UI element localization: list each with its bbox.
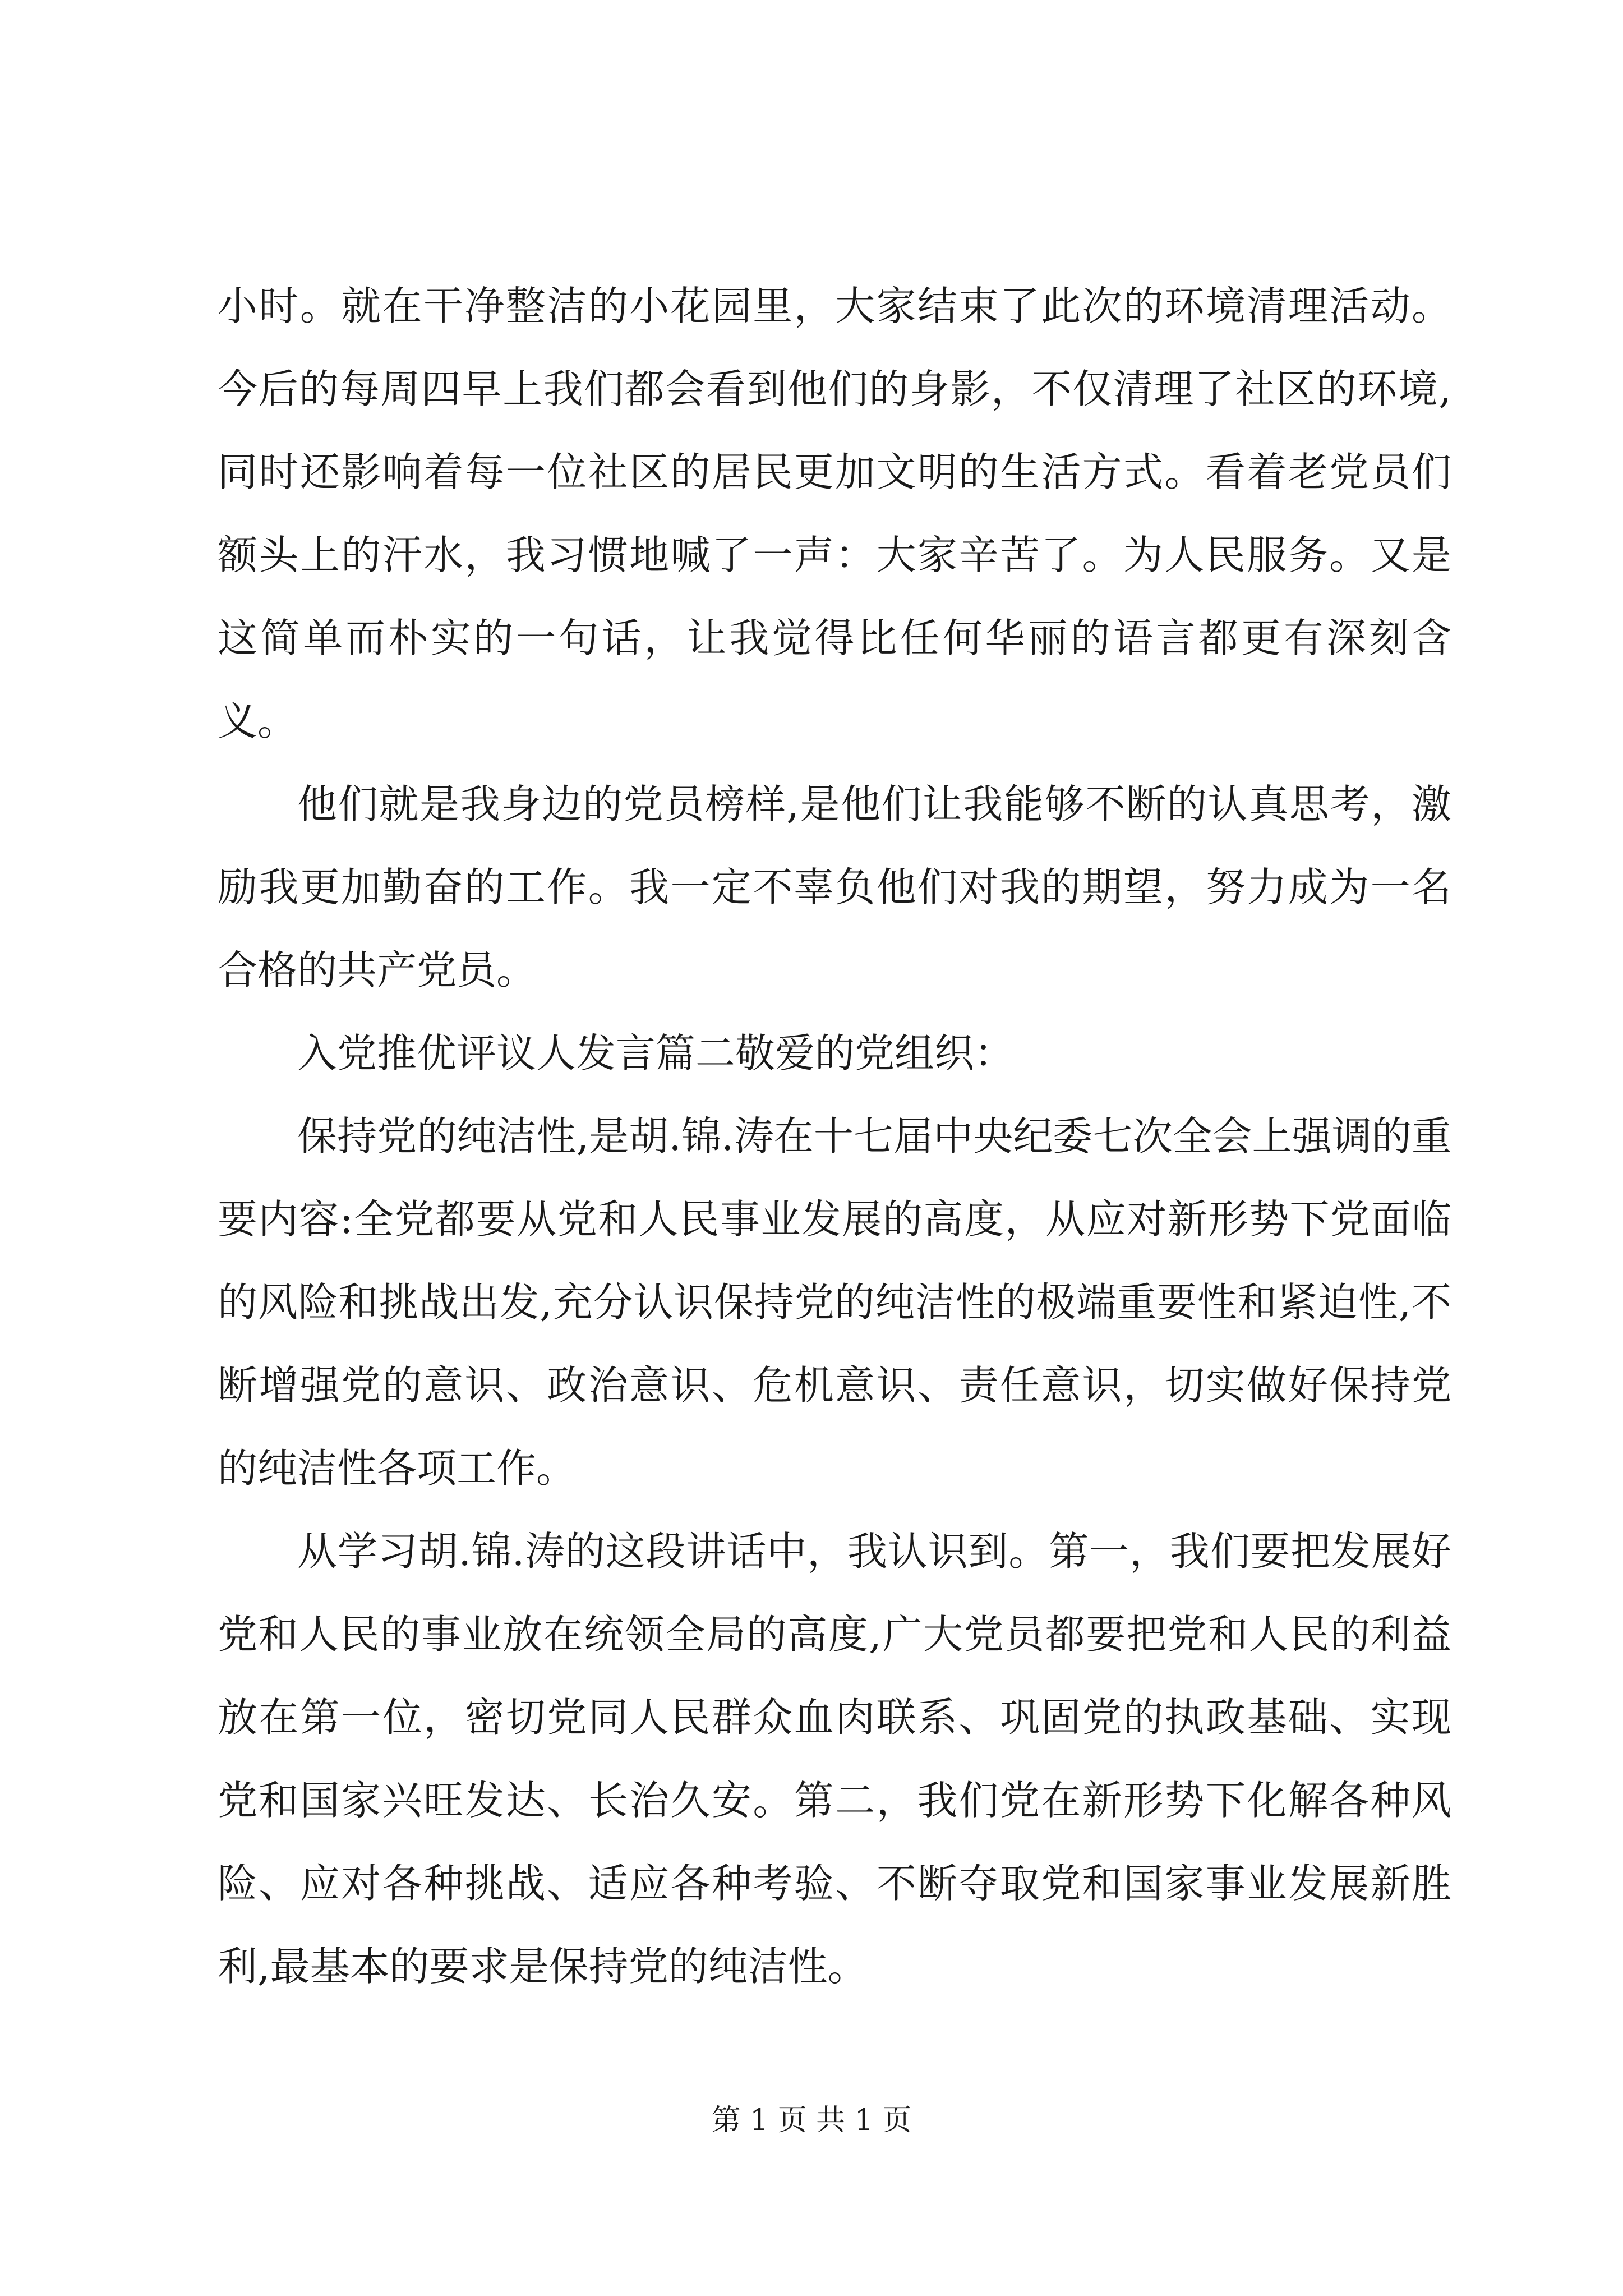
paragraph-4: 保持党的纯洁性,是胡.锦.涛在十七届中央纪委七次全会上强调的重要内容:全党都要从党和人民事业发展的高度，从应对新形势下党面临的风险和挑战出发,充分认识保持党的纯洁性的极端重要性和紧迫性,不断增强党的意识、政治意识、危机意识、责任意识，切实做好保持党的纯洁性各项工作。 (218, 1113, 1452, 1492)
document-body (218, 265, 1451, 2008)
page-footer: 第 1 页 共 1 页 (711, 2104, 912, 2137)
paragraph-2: 他们就是我身边的党员榜样,是他们让我能够不断的认真思考，激励我更加勤奋的工作。我一定不辜负他们对我的期望，努力成为一名合格的共产党员。 (218, 781, 1451, 993)
paragraph-3-heading: 入党推优评议人发言篇二敬爱的党组织： (297, 1030, 1015, 1076)
paragraph-5: 从学习胡.锦.涛的这段讲话中，我认识到。第一，我们要把发展好党和人民的事业放在统领全局的高度,广大党员都要把党和人民的利益放在第一位，密切党同人民群众血肉联系、巩固党的执政基础、实现党和国家兴旺发达、长治久安。第二，我们党在新形势下化解各种风险、应对各种挑战、适应各种考验、不断夺取党和国家事业发展新胜利,最基本的要求是保持党的纯洁性。 (218, 1528, 1451, 1990)
paragraph-1: 小时。就在干净整洁的小花园里，大家结束了此次的环境清理活动。今后的每周四早上我们都会看到他们的身影，不仅清理了社区的环境,同时还影响着每一位社区的居民更加文明的生活方式。看着老党员们额头上的汗水，我习惯地喊了一声：大家辛苦了。为人民服务。又是这简单而朴实的一句话，让我觉得比任何华丽的语言都更有深刻含义。 (218, 283, 1451, 744)
